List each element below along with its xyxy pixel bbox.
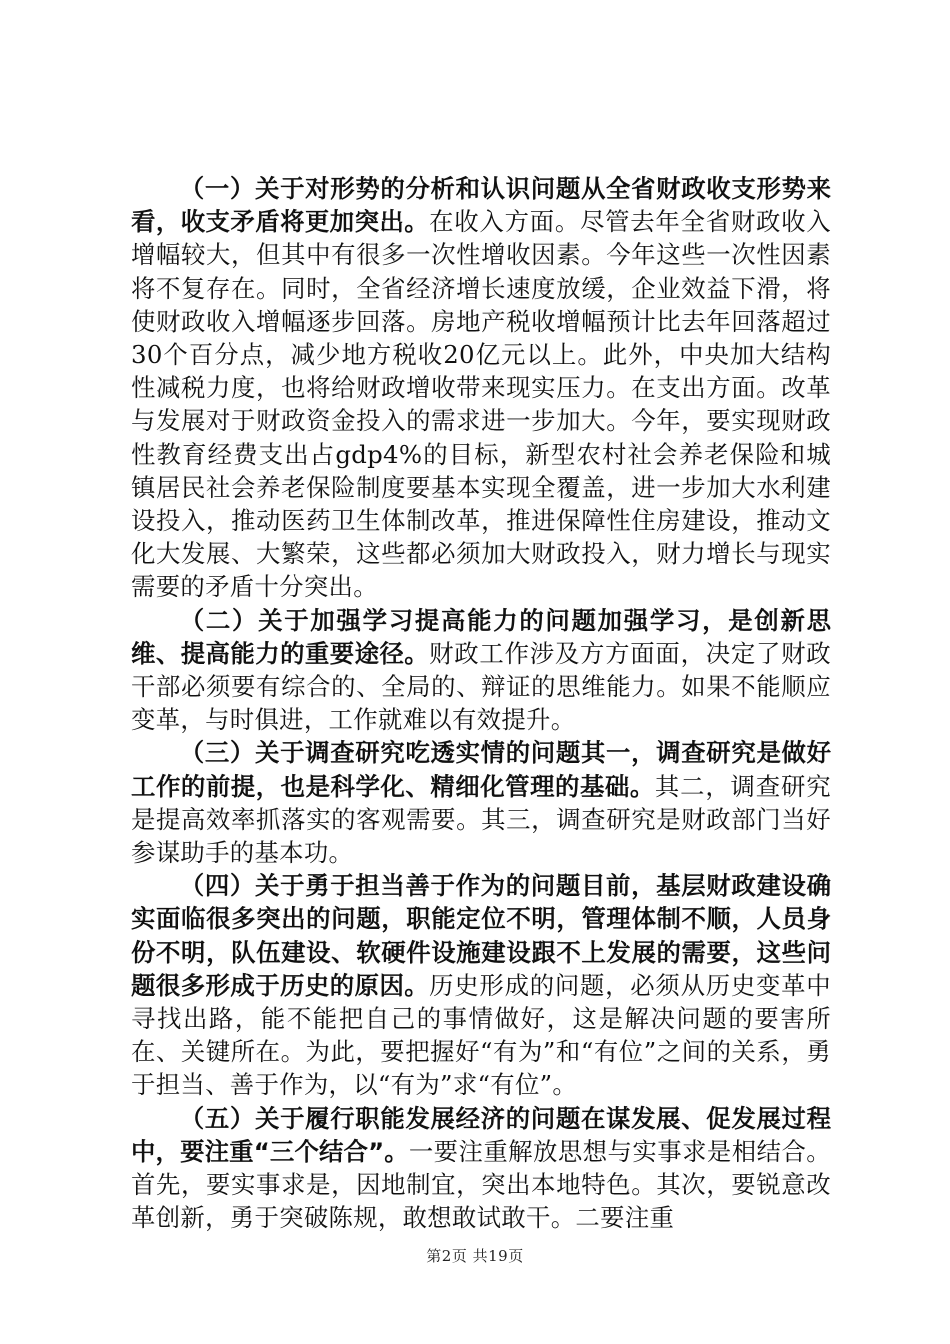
- document-body: [131, 172, 831, 1235]
- paragraph-3-heading: （三）关于调查研究吃透实情的问题其一，调查研究是做好工作的前提，也是科学化、精细化管理的基础。: [131, 738, 831, 801]
- paragraph-4-body: 历史形成的问题，必须从历史变革中寻找出路，能不能把自己的事情做好，这是解决问题的要害所在、关键所在。为此，要把握好“有为”和“有位”之间的关系，勇于担当、善于作为，以“有为”求“有位”。: [131, 970, 831, 1100]
- page-number-footer: 第2页 共19页: [426, 1247, 524, 1265]
- paragraph-2-body: 财政工作涉及方方面面，决定了财政干部必须要有综合的、全局的、辩证的思维能力。如果不能顺应变革，与时俱进，工作就难以有效提升。: [131, 638, 831, 735]
- paragraph-1-body: 在收入方面。尽管去年全省财政收入增幅较大，但其中有很多一次性增收因素。今年这些一次性因素将不复存在。同时，全省经济增长速度放缓，企业效益下滑，将使财政收入增幅逐步回落。房地产税收增幅预计比去年回落超过30个百分点，减少地方税收20亿元以上。此外，中央加大结构性减税力度，也将给财政增收带来现实压力。在支出方面。改革与发展对于财政资金投入的需求进一步加大。今年，要实现财政性教育经费支出占gdp4%的目标，新型农村社会养老保险和城镇居民社会养老保险制度要基本实现全覆盖，进一步加大水利建设投入，推动医药卫生体制改革，推进保障性住房建设，推动文化大发展、大繁荣，这些都必须加大财政投入，财力增长与现实需要的矛盾十分突出。: [131, 207, 831, 602]
- paragraph-2-heading: （二）关于加强学习提高能力的问题加强学习，是创新思维、提高能力的重要途径。: [131, 605, 831, 668]
- paragraph-5-body: 一要注重解放思想与实事求是相结合。首先，要实事求是，因地制宜，突出本地特色。其次，要锐意改革创新，勇于突破陈规，敢想敢试敢干。二要注重: [131, 1136, 832, 1233]
- paragraph-4-heading: （四）关于勇于担当善于作为的问题目前，基层财政建设确实面临很多突出的问题，职能定位不明，管理体制不顺，人员身份不明，队伍建设、软硬件设施建设跟不上发展的需要，这些问题很多形成于历史的原因。: [131, 871, 831, 1000]
- paragraph-3-body: 其二，调查研究是提高效率抓落实的客观需要。其三，调查研究是财政部门当好参谋助手的基本功。: [131, 771, 831, 868]
- paragraph-1: [131, 172, 831, 604]
- paragraph-1-heading: （一）关于对形势的分析和认识问题从全省财政收支形势来看，收支矛盾将更加突出。: [131, 174, 831, 237]
- paragraph-4: [131, 869, 831, 1101]
- paragraph-5-heading: （五）关于履行职能发展经济的问题在谋发展、促发展过程中，要注重“三个结合”。: [131, 1103, 831, 1166]
- paragraph-3: [131, 736, 831, 869]
- paragraph-2: [131, 604, 831, 737]
- paragraph-5: [131, 1102, 831, 1235]
